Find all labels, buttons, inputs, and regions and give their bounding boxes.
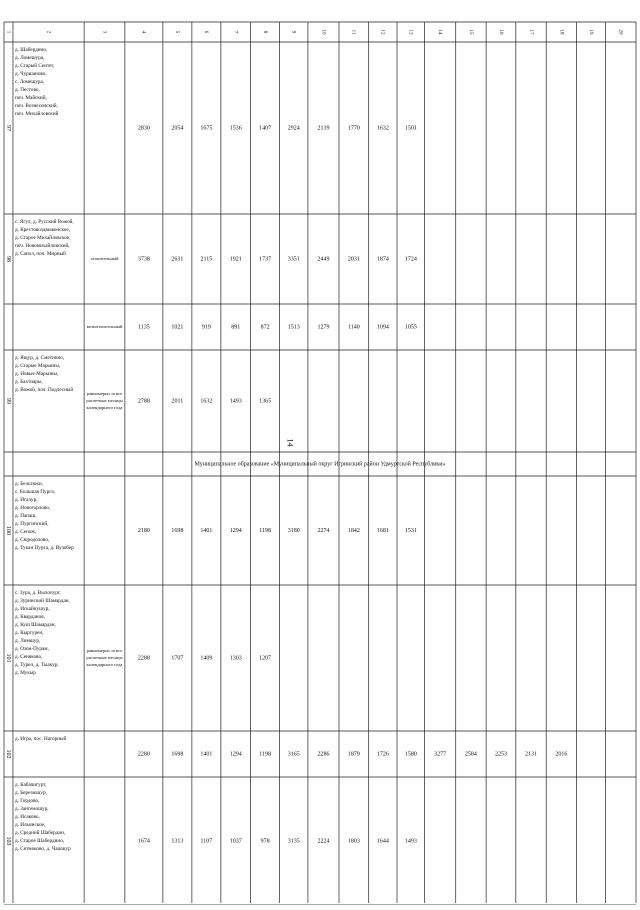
place-name: с. Ломешура, <box>14 79 45 86</box>
value-cell: 1094 <box>376 324 389 331</box>
value-cell: 1198 <box>259 751 271 758</box>
place-name: д. Пургинский, <box>14 521 49 528</box>
place-name: д. Кыргурен, <box>14 630 44 637</box>
place-name: с. Зура, д. Вылопург, <box>14 590 61 597</box>
value-cell: 3277 <box>434 751 447 758</box>
value-cell: 1737 <box>259 256 272 263</box>
header-cell: 17 <box>527 29 533 35</box>
place-name: д. Кабачигурт, <box>14 782 47 789</box>
row-number: 98 <box>5 256 12 262</box>
value-cell: 1675 <box>200 125 213 132</box>
value-cell: 1632 <box>376 125 389 132</box>
value-cell: 1365 <box>259 398 272 405</box>
value-cell: 2016 <box>555 751 568 758</box>
value-cell: 3351 <box>287 256 300 263</box>
value-cell: 2286 <box>317 751 330 758</box>
value-cell: 872 <box>260 324 270 331</box>
place-name: д. Старые Марьины, <box>14 363 61 370</box>
place-name: д. Шабердино, <box>14 47 48 54</box>
value-cell: 1407 <box>259 125 272 132</box>
place-name: д. Озон-Пурам, <box>14 646 49 653</box>
header-cell: 18 <box>558 29 564 35</box>
header-cell: 2 <box>45 30 51 34</box>
header-cell: 11 <box>350 29 356 35</box>
value-cell: 2224 <box>317 838 330 845</box>
place-name: д. Сеняково, <box>14 654 43 661</box>
value-cell: 1493 <box>229 398 242 405</box>
place-name: д. Березюшур, <box>14 790 47 797</box>
section-title: Муниципальное образование «Муниципальный округ Игринский район Удмуртской Республики» <box>194 461 446 468</box>
place-name: д. Исаково, <box>14 814 40 821</box>
value-cell: 1674 <box>137 838 150 845</box>
table-text <box>5 30 623 853</box>
place-name: д. Ильинское, <box>14 822 46 829</box>
value-cell: 1874 <box>376 256 389 263</box>
place-name: д. Чуршаново, <box>14 71 47 78</box>
value-cell: 1294 <box>229 751 242 758</box>
place-name: д. Новые Марьины, <box>14 371 59 378</box>
value-cell: 1409 <box>200 655 213 662</box>
scope-text: отопительный <box>90 256 119 262</box>
value-cell: 1135 <box>137 324 150 331</box>
value-cell: 1207 <box>259 655 272 662</box>
header-cell: 3 <box>101 30 107 34</box>
header-cell: 5 <box>174 30 180 34</box>
value-cell: 2131 <box>525 751 538 758</box>
scope-text: расчетные месяцы <box>86 655 123 661</box>
value-cell: 2280 <box>137 751 150 758</box>
value-cell: 2011 <box>171 398 184 405</box>
row-number: 103 <box>5 836 12 846</box>
value-cell: 2253 <box>494 751 507 758</box>
place-name: д. Вожой, поч. Подлесный <box>14 387 74 394</box>
value-cell: 891 <box>231 324 241 331</box>
row-number: 102 <box>5 749 12 759</box>
place-name: д. Турел, д. Тыакур, <box>14 662 59 669</box>
value-cell: 1632 <box>200 398 213 405</box>
value-cell: 3738 <box>137 256 150 263</box>
place-name: с. Ягул, д. Русский Вожой, <box>14 219 74 226</box>
place-name: д. Лимшур, <box>14 638 41 645</box>
value-cell: 1803 <box>347 838 360 845</box>
value-cell: 1401 <box>200 751 213 758</box>
value-cell: 1513 <box>287 324 300 331</box>
place-name: д. Крестовоздвиженское, <box>14 227 71 234</box>
place-name: д. Средний Шабердин, <box>14 830 66 837</box>
place-name: поч. Майский, <box>14 95 47 102</box>
scope-text: межотопительный <box>86 324 123 330</box>
place-name: д. Ящур, д. Сметнино, <box>14 355 65 362</box>
place-name: д. Сапол, поч. Мирный <box>14 251 66 258</box>
value-cell: 1401 <box>200 527 213 534</box>
value-cell: 2788 <box>137 398 150 405</box>
value-cell: 1107 <box>200 838 213 845</box>
value-cell: 2584 <box>464 751 477 758</box>
value-cell: 2031 <box>347 256 360 263</box>
place-name: д. Зуринский Шамардан, <box>14 598 70 605</box>
place-name: д. Пестово, <box>14 87 40 94</box>
place-name: д. Сепож, <box>14 529 37 536</box>
value-cell: 2288 <box>137 655 150 662</box>
value-cell: 2115 <box>200 256 213 263</box>
place-name: д. Игра, пос. Нагорный <box>14 736 67 743</box>
value-cell: 2054 <box>171 125 184 132</box>
header-cell: 6 <box>203 30 209 34</box>
value-cell: 1536 <box>229 125 242 132</box>
place-name: д. Гордово, <box>14 798 40 805</box>
value-cell: 1140 <box>347 324 360 331</box>
value-cell: 1644 <box>376 838 389 845</box>
header-cell: 8 <box>261 30 267 34</box>
value-cell: 2139 <box>317 125 330 132</box>
place-name: д. Новогорлово, <box>14 505 51 512</box>
header-cell: 1 <box>5 30 11 34</box>
header-cell: 20 <box>617 29 623 35</box>
place-name: д. Старое Шабердино, <box>14 838 65 845</box>
value-cell: 1313 <box>171 838 184 845</box>
place-name: д. Сетмоково, д. Чашшур <box>14 846 71 853</box>
header-cell: 14 <box>437 29 443 35</box>
header-cell: 16 <box>497 29 503 35</box>
place-name: д. Папаш, <box>14 513 37 520</box>
value-cell: 1707 <box>171 655 184 662</box>
scope-text: расчетные месяцы <box>86 398 123 404</box>
header-cell: 12 <box>379 29 385 35</box>
value-cell: 2830 <box>137 125 150 132</box>
value-cell: 1037 <box>229 838 242 845</box>
scope-text: календарного года <box>86 405 123 411</box>
value-cell: 2180 <box>137 527 150 534</box>
value-cell: 1921 <box>229 256 242 263</box>
value-cell: 1198 <box>259 527 271 534</box>
value-cell: 3165 <box>287 751 300 758</box>
value-cell: 2449 <box>317 256 330 263</box>
value-cell: 2631 <box>171 256 184 263</box>
header-cell: 15 <box>467 29 473 35</box>
value-cell: 1303 <box>229 655 242 662</box>
place-name: д. Бахтиары, <box>14 379 43 386</box>
value-cell: 1294 <box>229 527 242 534</box>
row-number: 101 <box>5 653 12 663</box>
place-name: д. Старое Михайловское, <box>14 235 71 242</box>
value-cell: 1842 <box>347 527 360 534</box>
place-name: д. Тукан Пурга, д. Вузобер <box>14 545 74 552</box>
value-cell: 3180 <box>287 527 300 534</box>
place-name: поч. Вознесенский, <box>14 103 58 110</box>
place-name: д. Сюродолово, <box>14 537 50 544</box>
value-cell: 1580 <box>404 751 417 758</box>
scope-text: равномерно за все <box>86 648 123 654</box>
value-cell: 1531 <box>404 527 417 534</box>
place-name: д. Игалур, <box>14 497 38 504</box>
value-cell: 1770 <box>347 125 360 132</box>
value-cell: 1055 <box>404 324 417 331</box>
value-cell: 1726 <box>376 751 389 758</box>
value-cell: 1698 <box>171 751 184 758</box>
page-number: 14 <box>285 438 295 447</box>
value-cell: 1021 <box>171 324 184 331</box>
value-cell: 1493 <box>404 838 417 845</box>
value-cell: 919 <box>201 324 211 331</box>
header-cell: 9 <box>290 30 296 34</box>
place-name: д. Куш Шамардан, <box>14 622 56 629</box>
header-cell: 7 <box>232 30 238 34</box>
value-cell: 1879 <box>347 751 360 758</box>
place-name: поч. Новомихайловский, <box>14 243 70 250</box>
scope-text: равномерно за все <box>86 391 123 397</box>
value-cell: 1681 <box>376 527 389 534</box>
scope-text: календарного года <box>86 662 123 668</box>
value-cell: 978 <box>260 838 270 845</box>
place-name: д. Старый Сентег, <box>14 63 55 70</box>
row-number: 99 <box>5 398 12 404</box>
value-cell: 3135 <box>287 838 300 845</box>
header-cell: 10 <box>320 29 326 35</box>
value-cell: 2924 <box>287 125 300 132</box>
value-cell: 1724 <box>404 256 417 263</box>
header-cell: 4 <box>140 30 146 34</box>
value-cell: 1501 <box>404 125 417 132</box>
row-number: 100 <box>5 526 12 535</box>
header-cell: 13 <box>407 29 413 35</box>
place-name: с. Большая Пурга, <box>14 489 55 496</box>
value-cell: 1279 <box>317 324 330 331</box>
value-cell: 2274 <box>317 527 330 534</box>
place-name: д. Бельтюки, <box>14 481 43 488</box>
place-name: д. Ломешура, <box>14 55 45 62</box>
place-name: д. Искайнушур, <box>14 606 50 613</box>
row-number: 97 <box>5 125 12 131</box>
value-cell: 1698 <box>171 527 184 534</box>
place-name: д. Мукыр <box>14 670 36 677</box>
place-name: поч. Михайловский <box>14 111 59 118</box>
place-name: д. Зангемошур, <box>14 806 49 813</box>
place-name: д. Кварданов, <box>14 614 45 621</box>
header-cell: 19 <box>587 29 593 35</box>
